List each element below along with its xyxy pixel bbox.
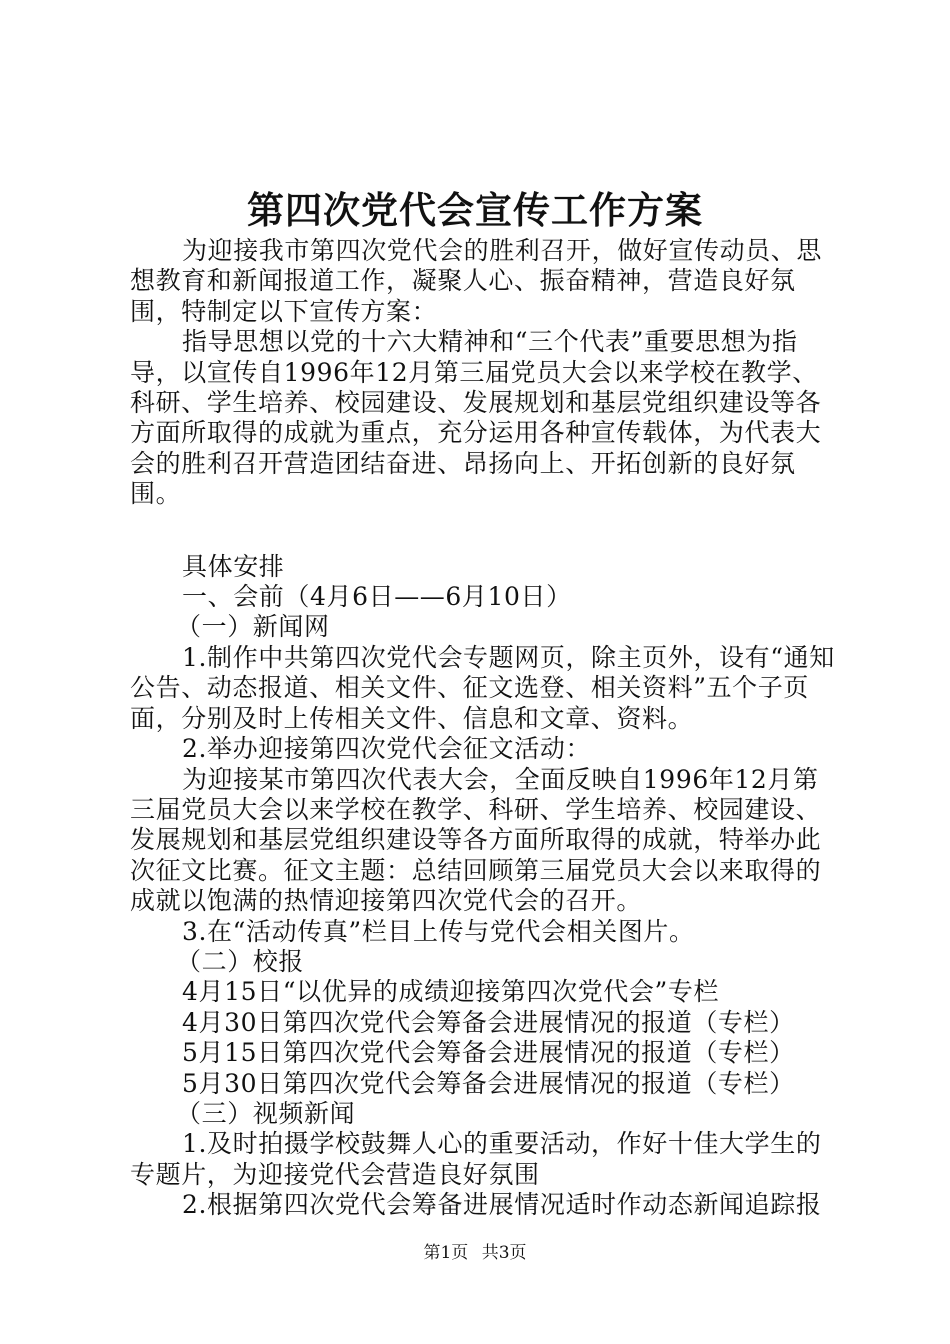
guiding-ideology-paragraph: 指导思想以党的十六大精神和“三个代表”重要思想为指导，以宣传自1996年12月第三届党员大会以来学校在教学、科研、学生培养、校园建设、发展规划和基层党组织建设等各方面所取得的成就为重点，充分运用各种宣传载体，为代表大会的胜利召开营造团结奋进、昂扬向上、开拓创新的良好氛围。 — [130, 327, 822, 509]
subsection-heading: （三）视频新闻 — [176, 1098, 356, 1128]
list-item: 2.举办迎接第四次党代会征文活动： — [182, 734, 592, 764]
section-heading: 一、会前（4月6日——6月10日） — [182, 582, 572, 612]
schedule-item: 4月30日第四次党代会筹备会进展情况的报道（专栏） — [182, 1007, 795, 1037]
document-body — [130, 236, 840, 1221]
schedule-item: 5月30日第四次党代会筹备会进展情况的报道（专栏） — [182, 1068, 795, 1098]
schedule-item: 4月15日“以优异的成绩迎接第四次党代会”专栏 — [182, 977, 720, 1007]
list-item: 2.根据第四次党代会筹备进展情况适时作动态新闻追踪报 — [182, 1190, 822, 1220]
intro-paragraph: 为迎接我市第四次党代会的胜利召开，做好宣传动员、思想教育和新闻报道工作，凝聚人心、振奋精神，营造良好氛围，特制定以下宣传方案： — [130, 236, 823, 326]
section-heading: 具体安排 — [182, 551, 285, 581]
subsection-heading: （一）新闻网 — [176, 612, 330, 642]
page-total: 共3页 — [481, 1243, 527, 1263]
document-title: 第四次党代会宣传工作方案 — [247, 188, 703, 232]
page-number: 第1页 — [423, 1243, 469, 1263]
paragraph-gap — [130, 510, 840, 552]
schedule-item: 5月15日第四次党代会筹备会进展情况的报道（专栏） — [182, 1038, 795, 1068]
essay-activity-paragraph: 为迎接某市第四次代表大会，全面反映自1996年12月第三届党员大会以来学校在教学、科研、学生培养、校园建设、发展规划和基层党组织建设等各方面所取得的成就，特举办此次征文比赛。征文主题：总结回顾第三届党员大会以来取得的成就以饱满的热情迎接第四次党代会的召开。 — [130, 764, 822, 916]
list-item: 1.及时拍摄学校鼓舞人心的重要活动，作好十佳大学生的专题片，为迎接党代会营造良好氛围 — [130, 1129, 822, 1189]
page-footer — [0, 1241, 950, 1265]
list-item: 1.制作中共第四次党代会专题网页，除主页外，设有“通知公告、动态报道、相关文件、征文选登、相关资料”五个子页面，分别及时上传相关文件、信息和文章、资料。 — [130, 642, 835, 733]
list-item: 3.在“活动传真”栏目上传与党代会相关图片。 — [182, 916, 695, 946]
subsection-heading: （二）校报 — [176, 946, 305, 976]
